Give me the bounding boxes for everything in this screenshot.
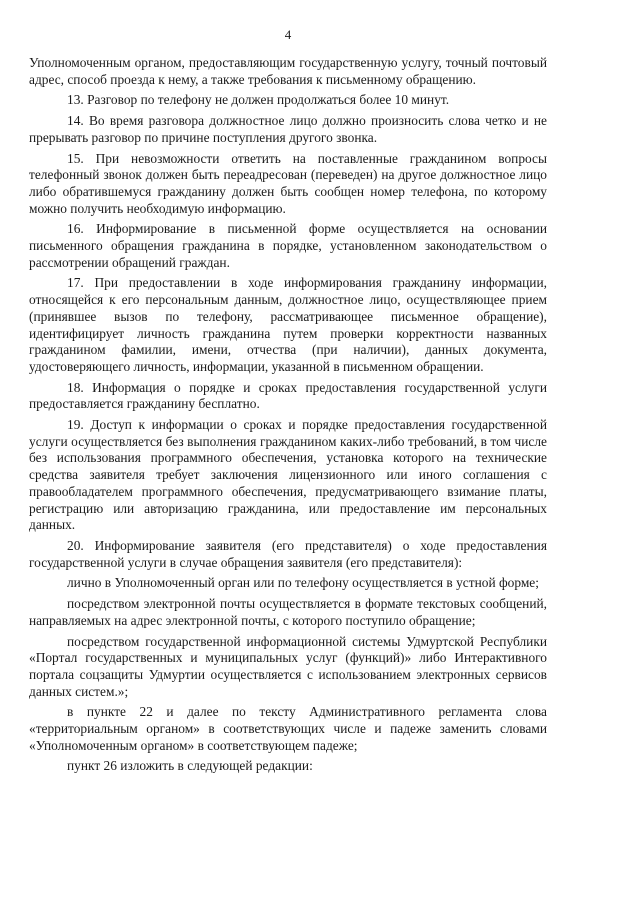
paragraph-20-portal: посредством государственной информационной системы Удмуртской Республики «Портал государственных и муниципальных услуг (функций)» либо Интерактивного портала соцзащиты Удмуртии осуществляется с использованием электронных сервисов данных систем.»;: [29, 633, 547, 699]
paragraph-amendment-22: в пункте 22 и далее по тексту Административного регламента слова «территориальным органом» в соответствующих числе и падеже заменить словами «Уполномоченным органом» в соответствующем падеже;: [29, 704, 547, 753]
document-body: [29, 55, 547, 779]
paragraph-amendment-26: пункт 26 изложить в следующей редакции:: [67, 758, 313, 774]
paragraph-13: 13. Разговор по телефону не должен продолжаться более 10 минут.: [67, 92, 450, 108]
paragraph-17: 17. При предоставлении в ходе информирования гражданину информации, относящейся к его персональным данным, должностное лицо, осуществляющее прием (принявшее вызов по телефону, рассматривающее письменное обращение), идентифицирует личность гражданина путем проверки корректности названных гражданином фамилии, имени, отчества (при наличии), данных документа, удостоверяющего личность, информации, указанной в письменном обращении.: [29, 275, 547, 374]
paragraph-14: 14. Во время разговора должностное лицо должно произносить слова четко и не прерывать разговор по причине поступления другого звонка.: [29, 113, 547, 145]
paragraph-20-email: посредством электронной почты осуществляется в формате текстовых сообщений, направляемых на адрес электронной почты, с которого поступило обращение;: [29, 596, 547, 628]
paragraph-18: 18. Информация о порядке и сроках предоставления государственной услуги предоставляется гражданину бесплатно.: [29, 379, 547, 412]
paragraph-19: 19. Доступ к информации о сроках и порядке предоставления государственной услуги осуществляется без выполнения гражданином каких-либо требований, в том числе без использования программного обеспечения, установка которого на технические средства заявителя требует заключения лицензионного или иного соглашения с правообладателем программного обеспечения, предусматривающего взимание платы, регистрацию или авторизацию гражданина, или предоставление им персональных данных.: [29, 417, 547, 533]
paragraph-20-in-person: лично в Уполномоченный орган или по телефону осуществляется в устной форме;: [67, 575, 539, 591]
page-number: 4: [284, 27, 292, 42]
paragraph-16: 16. Информирование в письменной форме осуществляется на основании письменного обращения гражданина в порядке, установленном законодательством о рассмотрении обращений граждан.: [29, 221, 547, 270]
paragraph-15: 15. При невозможности ответить на поставленные гражданином вопросы телефонный звонок должен быть переадресован (переведен) на другое должностное лицо либо обратившемуся гражданину должен быть сообщен номер телефона, по которому можно получить необходимую информацию.: [29, 150, 547, 216]
paragraph-20: 20. Информирование заявителя (его представителя) о ходе предоставления государственной услуги в случае обращения заявителя (его представителя):: [29, 537, 547, 570]
paragraph-continuation: Уполномоченным органом, предоставляющим государственную услугу, точный почтовый адрес, способ проезда к нему, а также требования к письменному обращению.: [29, 55, 547, 87]
